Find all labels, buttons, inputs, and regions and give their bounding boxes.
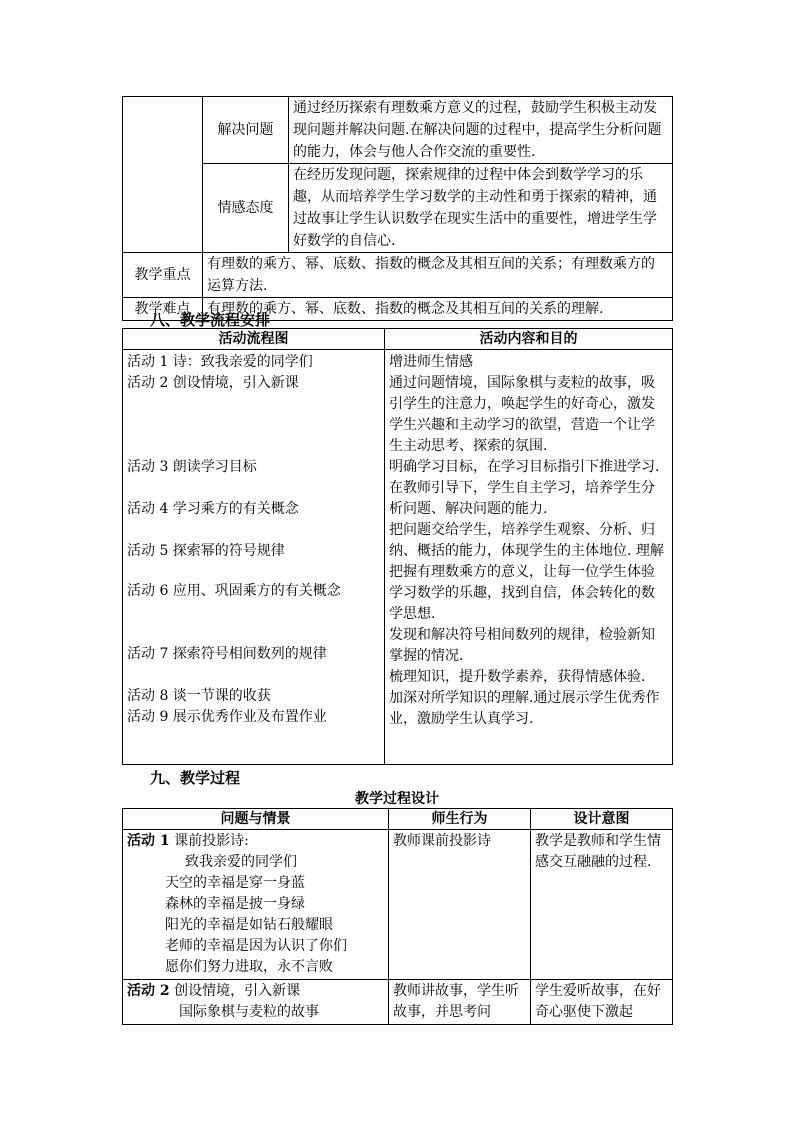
list-item: 明确学习目标，在学习目标指引下推进学习. [389,459,660,475]
table-row [123,980,673,1025]
list-item: 活动 5 探索幂的符号规律 [127,543,285,559]
table-row [123,253,673,298]
list-item: 活动 8 谈一节课的收获 [127,688,271,704]
list-item: 活动 2 创设情境，引入新课 [127,375,299,391]
column-header: 设计意图 [531,809,673,830]
poem-line: 老师的幸福是因为认识了你们 [165,938,347,954]
list-item: 梳理知识，提升数学素养，获得情感体验. [389,669,646,685]
row-text: 有理数的乘方、幂、底数、指数的概念及其相互间的关系的理解. [203,298,673,321]
intent-cell: 教学是教师和学生情感交互融融的过程. [531,830,673,980]
list-item: 把问题交给学生，培养学生观察、分析、归纳、概括的能力，体现学生的主体地位. 理解把握有理数乘方的意义，让每一位学生体验学习数学的乐趣，找到自信，体会转化的数学思想. [389,522,664,622]
activity-label: 活动 2 [127,983,170,999]
teaching-process-table [122,808,673,1025]
behavior-cell: 教师讲故事，学生听故事，并思考问 [389,980,531,1025]
poem-line: 天空的幸福是穿一身蓝 [165,875,305,891]
table-row [123,164,673,253]
list-item: 活动 1 诗：致我亲爱的同学们 [127,354,313,370]
table-row [123,830,673,980]
activity-flow-table [122,328,673,765]
row-label: 解决问题 [203,97,289,164]
flow-list-cell [123,350,385,765]
merged-blank-cell [123,97,203,253]
row-label: 情感态度 [203,164,289,253]
table-header-row [123,329,673,350]
intent-cell: 学生爱听故事，在好奇心驱使下激起 [531,980,673,1025]
row-text: 有理数的乘方、幂、底数、指数的概念及其相互间的关系；有理数乘方的运算方法. [203,253,673,298]
objectives-table [122,96,673,321]
poem-line: 阳光的幸福是如钻石般耀眼 [165,917,333,933]
scenario-cell [123,980,389,1025]
list-item: 活动 9 展示优秀作业及布置作业 [127,709,327,725]
list-item: 通过问题情境，国际象棋与麦粒的故事，吸引学生的注意力，唤起学生的好奇心，激发学生兴趣和主动学习的欲望，营造一个让学生主动思考、探索的氛围. [389,375,655,454]
scenario-cell [123,830,389,980]
column-header: 师生行为 [389,809,531,830]
story-title: 国际象棋与麦粒的故事 [179,1004,319,1020]
column-header: 活动流程图 [123,329,385,350]
section-heading: 八、教学流程安排 [150,311,271,329]
list-item: 在教师引导下，学生自主学习，培养学生分析问题、解决问题的能力. [389,480,655,517]
activity-intro: 课前投影诗: [174,833,249,849]
table-row [123,97,673,164]
table-row [123,350,673,765]
column-header: 问题与情景 [123,809,389,830]
list-item: 增进师生情感 [389,354,473,370]
list-item: 发现和解决符号相间数列的规律，检验新知掌握的情况. [389,627,655,664]
column-header: 活动内容和目的 [385,329,673,350]
list-item: 活动 3 朗读学习目标 [127,459,257,475]
list-item: 加深对所学知识的理解.通过展示学生优秀作业，激励学生认真学习. [389,690,660,727]
table-header-row [123,809,673,830]
activity-intro: 创设情境，引入新课 [174,983,301,999]
row-text: 通过经历探索有理数乘方意义的过程，鼓励学生积极主动发现问题并解决问题.在解决问题的过程中，提高学生分析问题的能力，体会与他人合作交流的重要性. [289,97,673,164]
list-item: 活动 6 应用、巩固乘方的有关概念 [127,583,341,599]
activity-label: 活动 1 [127,833,170,849]
poem-line: 森林的幸福是披一身绿 [165,896,305,912]
behavior-cell: 教师课前投影诗 [389,830,531,980]
list-item: 活动 7 探索符号相间数列的规律 [127,646,327,662]
table-caption: 教学过程设计 [355,791,439,807]
row-text: 在经历发现问题，探索规律的过程中体会到数学学习的乐趣，从而培养学生学习数学的主动性和勇于探索的精神，通过故事让学生认识数学在现实生活中的重要性，增进学生学好数学的自信心. [289,164,673,253]
row-label: 教学重点 [123,253,203,298]
content-list-cell [385,350,673,765]
row-label: 教学难点 [123,298,203,321]
poem-title: 致我亲爱的同学们 [185,854,297,870]
section-heading: 九、教学过程 [150,769,241,787]
poem-line: 愿你们努力进取，永不言败 [165,959,333,975]
list-item: 活动 4 学习乘方的有关概念 [127,501,299,517]
